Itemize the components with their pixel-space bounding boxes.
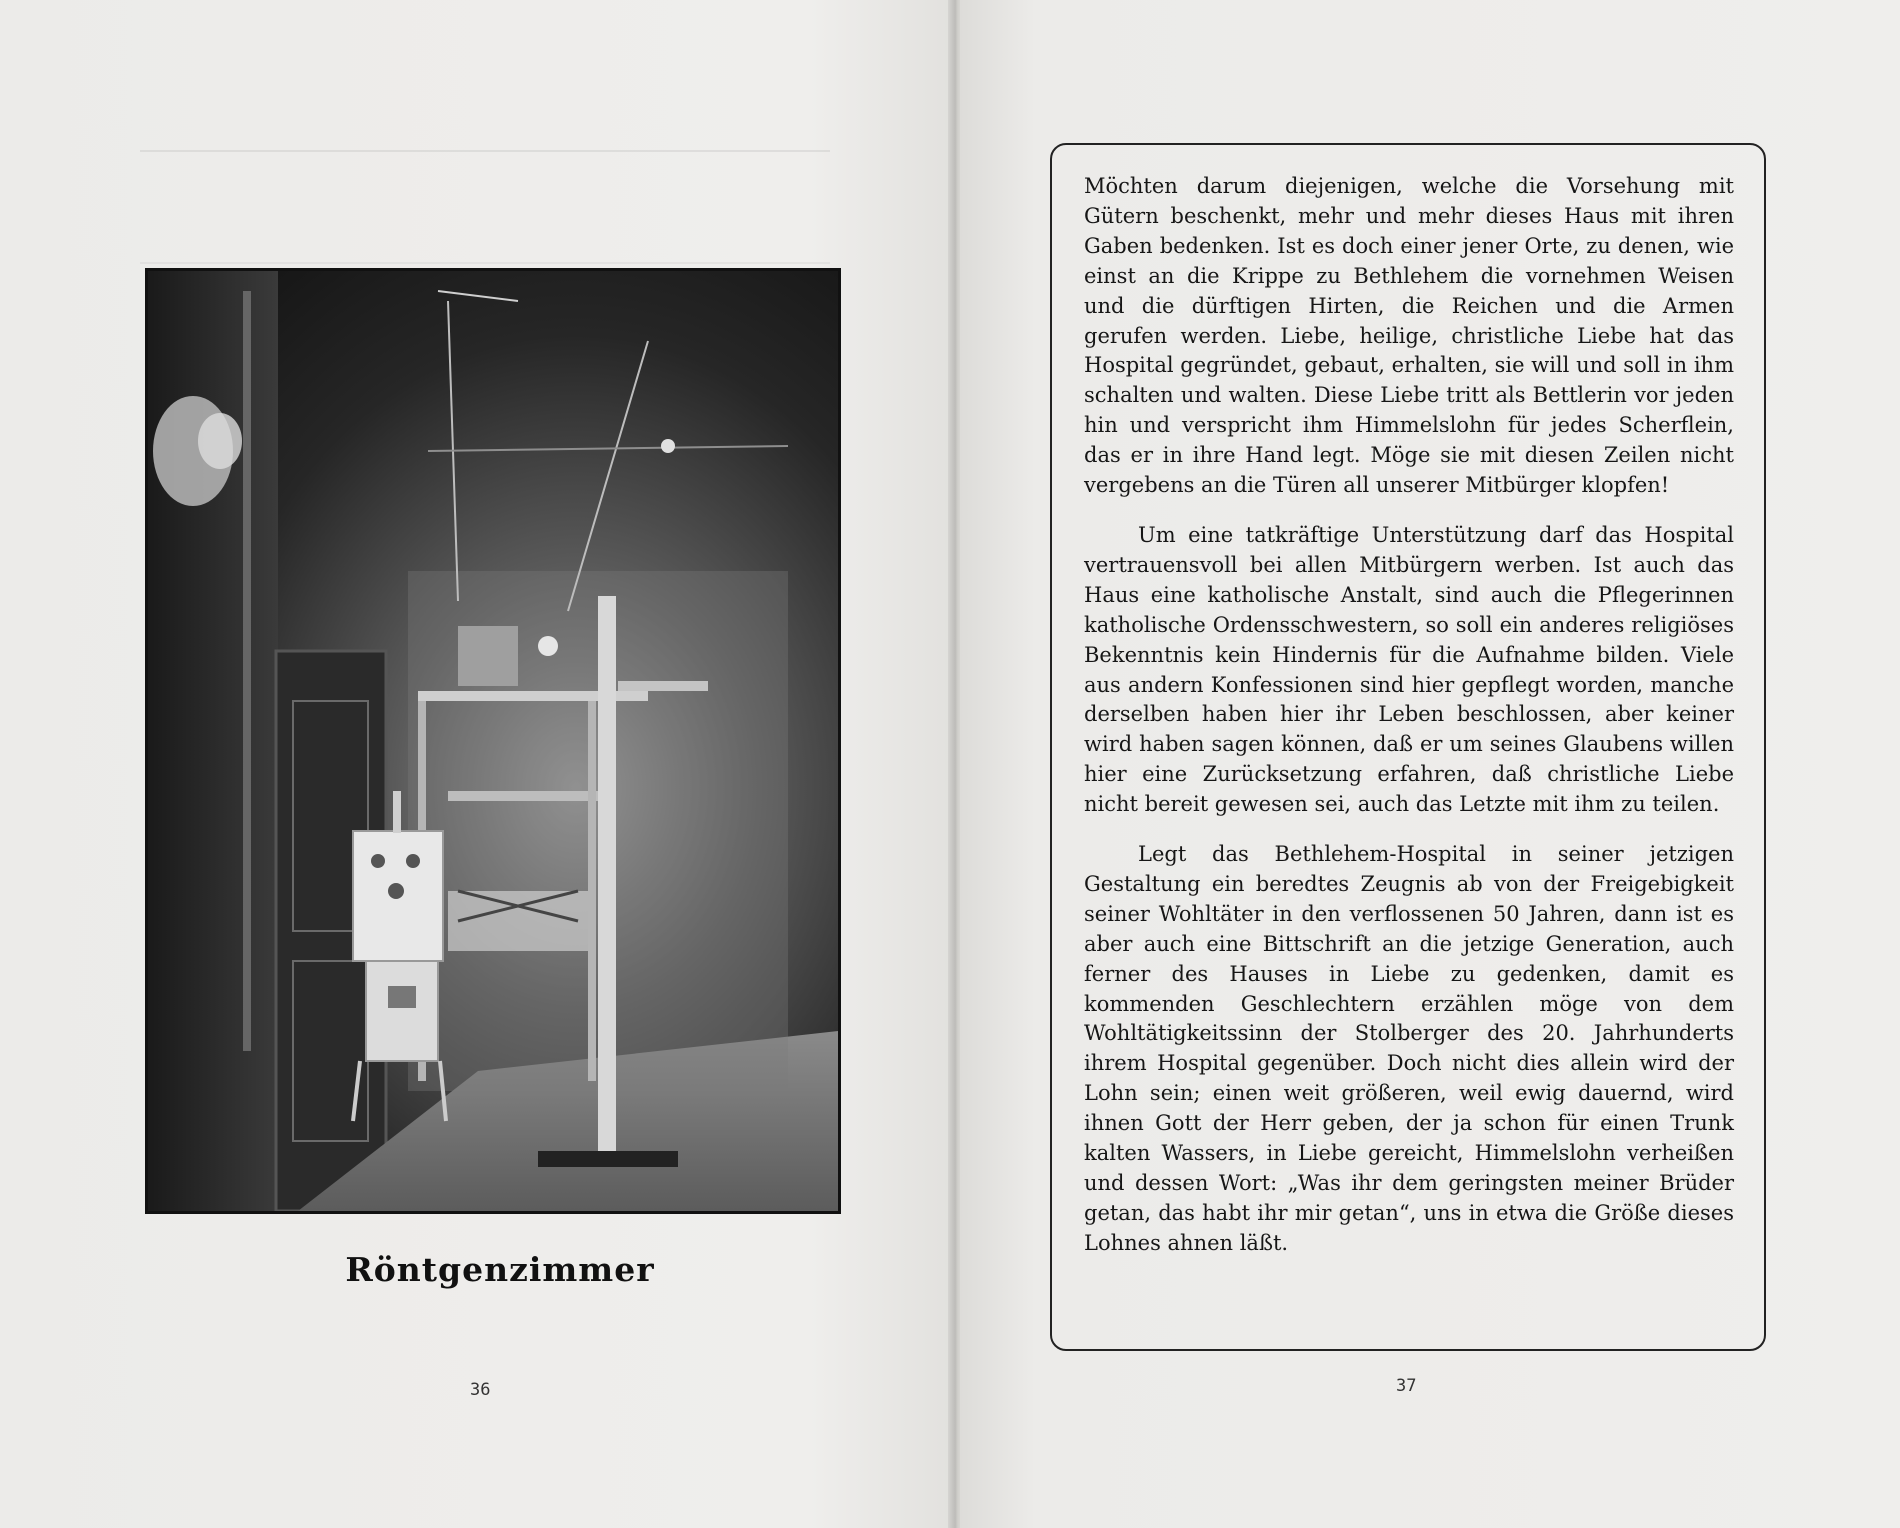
xray-room-photograph <box>145 268 841 1214</box>
paragraph-2: Um eine tatkräftige Unterstützung darf das Hospital vertrauensvoll bei allen Mitbürgern werben. Ist auch das Haus eine katholische Anstalt, sind auch die Pflegerinnen katholische Ordensschwestern, so soll ein anderes religiöses Bekenntnis kein Hindernis für die Aufnahme bilden. Viele aus andern Konfessionen sind hier gepflegt worden, manche derselben haben hier ihr Leben beschlossen, aber keiner wird haben sagen können, daß er um seines Glaubens willen hier eine Zurücksetzung erfahren, daß christliche Liebe nicht bereit gewesen sei, auch das Letzte mit ihm zu teilen. <box>1084 522 1734 817</box>
paragraph-1: Möchten darum diejenigen, welche die Vorsehung mit Gütern beschenkt, mehr und mehr dieses Haus mit ihren Gaben bedenken. Ist es doch einer jener Orte, zu denen, wie einst an die Krippe zu Bethlehem die vornehmen Weisen und die dürftigen Hirten, die Reichen und die Armen gerufen werden. Liebe, heilige, christliche Liebe hat das Hospital gegründet, gebaut, erhalten, sie will und soll in ihm schalten und walten. Diese Liebe tritt als Bettlerin vor jeden hin und verspricht ihm Himmelslohn für jedes Scherflein, das er in ihre Hand legt. Möge sie mit diesen Zeilen nicht vergebens an die Türen all unserer Mitbürger klopfen! <box>1084 174 1734 498</box>
photo-illustration <box>148 271 838 1211</box>
page-number-right: 37 <box>1396 1376 1417 1396</box>
body-text <box>1084 172 1734 1259</box>
paragraph-3: Legt das Bethlehem-Hospital in seiner jetzigen Gestaltung ein beredtes Zeugnis ab von der Freigebigkeit seiner Wohltäter in den verflossenen 50 Jahren, dann ist es aber auch eine Bittschrift an die jetzige Generation, auch ferner des Hauses in Liebe zu gedenken, damit es kommenden Geschlechtern erzählen möge von dem Wohltätigkeitssinn der Stolberger des 20. Jahrhunderts ihrem Hospital gegenüber. Doch nicht dies allein wird der Lohn sein; einen weit größeren, weil ewig dauernd, wird ihnen Gott der Herr geben, der ja schon für einen Trunk kalten Wassers, in Liebe gereicht, Himmelslohn verheißen und dessen Wort: „Was ihr dem geringsten meiner Brüder getan, das habt ihr mir getan“, uns in etwa die Größe dieses Lohnes ahnen läßt. <box>1084 842 1734 1255</box>
bleed-through-text <box>140 150 830 264</box>
page-number-left: 36 <box>470 1380 491 1400</box>
photo-caption: Röntgenzimmer <box>345 1250 655 1289</box>
